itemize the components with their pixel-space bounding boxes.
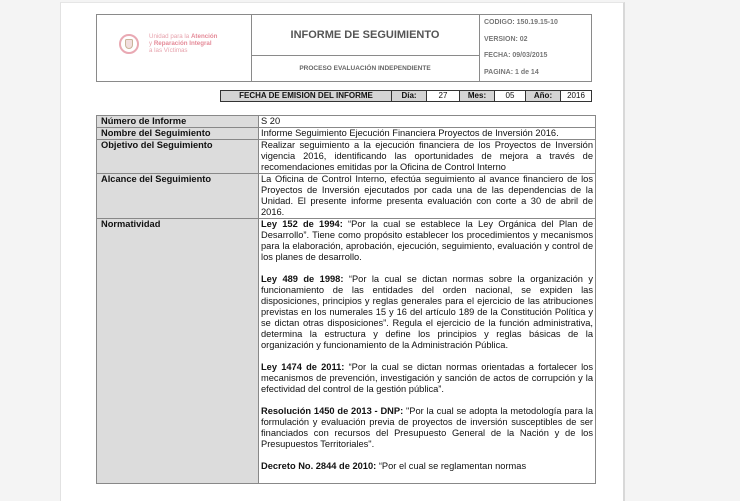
- regulation-item: Ley 152 de 1994: “Por la cual se establece la Ley Orgánica del Plan de Desarrollo”. Tiene como propósito establecer los procedimientos y mecanismos para la elaboración, aprobación, ejecución, seguimiento, evaluación y control de los planes de desarrollo.: [261, 219, 594, 262]
- month-value: 05: [495, 91, 526, 101]
- fecha: FECHA: 09/03/2015: [484, 52, 548, 59]
- row-label: Objetivo del Seguimiento: [97, 140, 259, 174]
- report-info-table: [96, 115, 596, 484]
- emission-date-row: [220, 90, 592, 102]
- tracking-scope: La Oficina de Control Interno, efectúa seguimiento al avance financiero de los Proyectos de Inversión ejecutados por cada una de las dependencias de la Unidad. El presente informe presenta evaluación con corte a 30 de abril de 2016.: [259, 174, 596, 219]
- regulation-item: Decreto No. 2844 de 2010: “Por el cual se reglamentan normas: [261, 461, 527, 471]
- coat-of-arms-icon: [119, 34, 139, 54]
- year-value: 2016: [561, 91, 591, 101]
- title-cell: [251, 15, 480, 81]
- entity-logo-text: Unidad para la Atención y Reparación Integral a las Víctimas: [149, 33, 218, 54]
- document-title: INFORME DE SEGUIMIENTO: [251, 15, 479, 56]
- codigo: CODIGO: 150.19.15-10: [484, 19, 558, 26]
- table-row: [97, 116, 596, 128]
- regulations-cell: [259, 219, 596, 484]
- document-metadata: [480, 15, 591, 81]
- logo-cell: [97, 15, 252, 81]
- regulation-item: Ley 489 de 1998: “Por la cual se dictan normas sobre la organización y funcionamiento de las entidades del orden nacional, se expiden las disposiciones, principios y reglas generales para el ejercicio de las atribuciones previstas en los numerales 15 y 16 del artículo 189 de la Constitución Política y se dictan otras disposiciones”. Regula el ejercicio de la función administrativa, determina la estructura y define los principios y reglas básicas de la organización y funcionamiento de la Administración Pública.: [261, 274, 593, 350]
- emission-date-label: FECHA DE EMISION DEL INFORME: [221, 91, 392, 101]
- regulation-item: Ley 1474 de 2011: “Por la cual se dictan normas orientadas a fortalecer los mecanismos de prevención, investigación y sanción de actos de corrupción y la efectividad del control de la gestión pública”.: [261, 362, 593, 394]
- version: VERSION: 02: [484, 35, 528, 43]
- report-number: S 20: [259, 116, 596, 128]
- row-label: Número de Informe: [97, 116, 259, 128]
- process-name: PROCESO EVALUACIÓN INDEPENDIENTE: [299, 65, 431, 72]
- table-row: [97, 128, 596, 140]
- day-label: Día:: [392, 91, 427, 101]
- tracking-objective: Realizar seguimiento a la ejecución financiera de los Proyectos de Inversión vigencia 2016, identificando las oportunidades de mejora a través de recomendaciones emitidas por la Oficina de Control Interno: [259, 140, 596, 174]
- pagina: PAGINA: 1 de 14: [484, 68, 539, 76]
- regulation-item: Resolución 1450 de 2013 - DNP: "Por la cual se adopta la metodología para la formulación y evaluación previa de proyectos de inversión susceptibles de ser financiados con recursos del Presupuesto General de la Nación y de los Presupuestos Territoriales".: [261, 406, 593, 449]
- table-row: [97, 174, 596, 219]
- row-label: Nombre del Seguimiento: [97, 128, 259, 140]
- month-label: Mes:: [460, 91, 495, 101]
- table-row: [97, 140, 596, 174]
- row-label: Alcance del Seguimiento: [97, 174, 259, 219]
- row-label: Normatividad: [97, 219, 259, 484]
- tracking-name: Informe Seguimiento Ejecución Financiera Proyectos de Inversión 2016.: [259, 128, 596, 140]
- year-label: Año:: [526, 91, 561, 101]
- day-value: 27: [427, 91, 460, 101]
- table-row: [97, 219, 596, 484]
- document-header-table: [96, 14, 592, 82]
